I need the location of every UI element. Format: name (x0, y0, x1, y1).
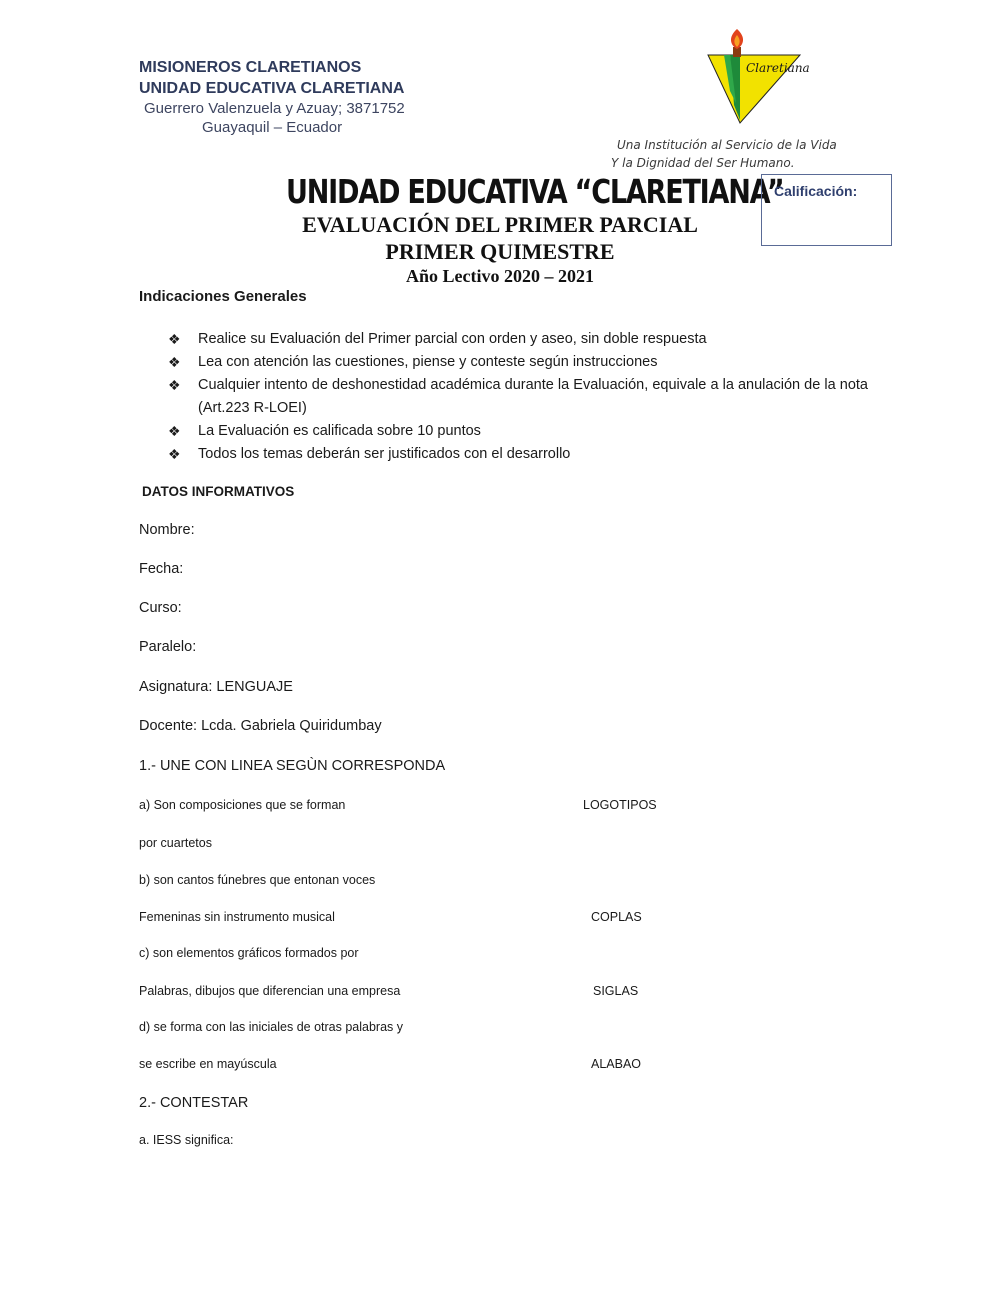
city: Guayaquil – Ecuador (202, 119, 343, 136)
question2-a: a. IESS significa: (139, 1133, 234, 1147)
school-logo (700, 25, 810, 125)
name-field[interactable]: Nombre: (139, 522, 195, 538)
instructions-heading: Indicaciones Generales (139, 288, 307, 305)
bullet-diamond-icon: ❖ (168, 377, 181, 393)
q1-line: c) son elementos gráficos formados por (139, 946, 359, 960)
bullet-diamond-icon: ❖ (168, 354, 181, 370)
option-coplas: COPLAS (591, 910, 642, 924)
info-heading: DATOS INFORMATIVOS (142, 484, 295, 499)
date-field[interactable]: Fecha: (139, 561, 184, 577)
instruction-item: ❖ La Evaluación es calificada sobre 10 puntos (168, 420, 868, 443)
page-title: UNIDAD EDUCATIVA “CLARETIANA” (286, 172, 784, 211)
q1-line: Palabras, dibujos que diferencian una empresa (139, 984, 401, 998)
teacher-label: Docente: Lcda. Gabriela Quiridumbay (139, 718, 382, 734)
instruction-item: ❖ Lea con atención las cuestiones, piense y conteste según instrucciones (168, 351, 868, 374)
q1-line: b) son cantos fúnebres que entonan voces (139, 873, 376, 887)
subject-label: Asignatura: LENGUAJE (139, 679, 293, 695)
org-name-line1: MISIONEROS CLARETIANOS (139, 59, 362, 76)
question1-title: 1.- UNE CON LINEA SEGÙN CORRESPONDA (139, 758, 446, 774)
school-year: Año Lectivo 2020 – 2021 (406, 266, 594, 286)
bullet-diamond-icon: ❖ (168, 423, 181, 439)
grade-box (761, 174, 892, 246)
question2-title: 2.- CONTESTAR (139, 1095, 249, 1111)
q1-line: Femeninas sin instrumento musical (139, 910, 335, 924)
torch-logo-icon (700, 25, 810, 125)
exam-title: EVALUACIÓN DEL PRIMER PARCIAL (302, 212, 698, 237)
logo-text: Claretiana (746, 61, 810, 75)
instructions-list (168, 328, 868, 466)
option-alabao: ALABAO (591, 1057, 642, 1071)
motto-line2: Y la Dignidad del Ser Humano. (611, 156, 795, 170)
bullet-diamond-icon: ❖ (168, 331, 181, 347)
q1-line: a) Son composiciones que se forman (139, 798, 346, 812)
motto-line1: Una Institución al Servicio de la Vida (617, 138, 837, 152)
term-title: PRIMER QUIMESTRE (385, 239, 615, 264)
instruction-item: ❖ Cualquier intento de deshonestidad académica durante la Evaluación, equivale a la anulación de la nota (Art.223 R-LOEI) (168, 374, 868, 420)
instruction-item: ❖ Realice su Evaluación del Primer parcial con orden y aseo, sin doble respuesta (168, 328, 868, 351)
option-logotipos: LOGOTIPOS (583, 798, 657, 812)
course-field[interactable]: Curso: (139, 600, 182, 616)
section-field[interactable]: Paralelo: (139, 639, 197, 655)
bullet-diamond-icon: ❖ (168, 446, 181, 462)
grade-label: Calificación: (774, 183, 858, 199)
address: Guerrero Valenzuela y Azuay; 3871752 (144, 100, 405, 117)
q1-line: se escribe en mayúscula (139, 1057, 277, 1071)
q1-line: d) se forma con las iniciales de otras palabras y (139, 1020, 404, 1034)
instruction-item: ❖ Todos los temas deberán ser justificados con el desarrollo (168, 443, 868, 466)
option-siglas: SIGLAS (593, 984, 639, 998)
q1-line: por cuartetos (139, 836, 212, 850)
org-name-line2: UNIDAD EDUCATIVA CLARETIANA (139, 80, 405, 97)
